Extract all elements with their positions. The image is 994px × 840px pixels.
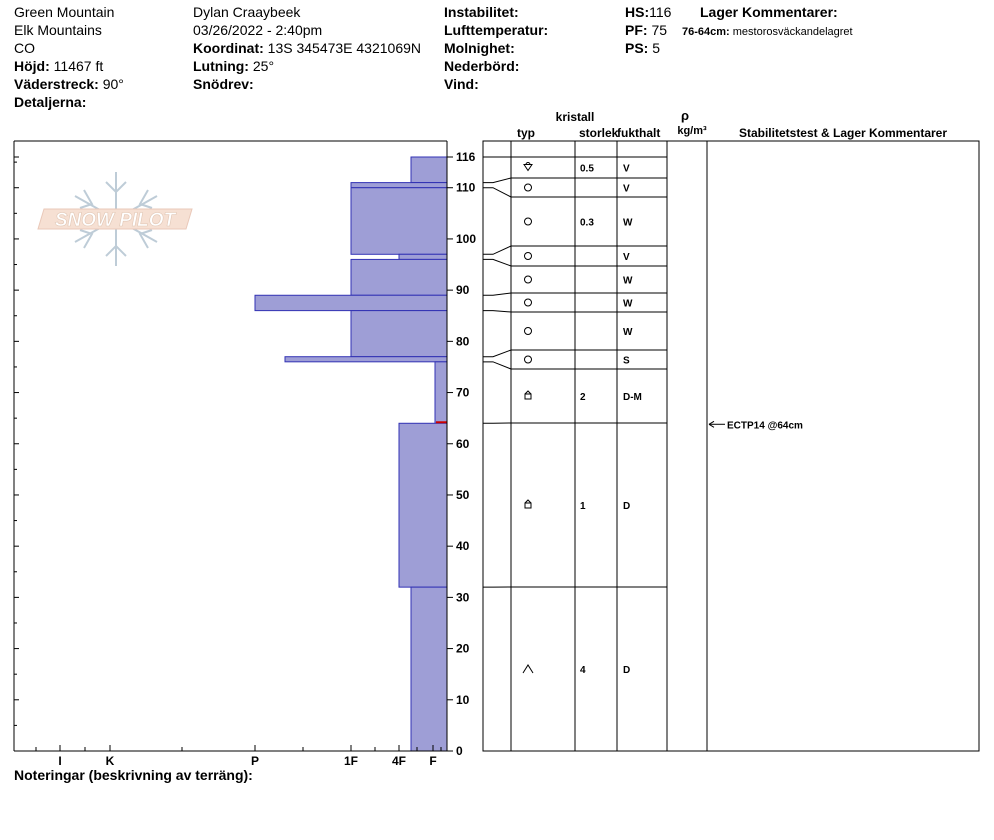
stability-column-frame — [707, 141, 979, 751]
notes-label: Noteringar (beskrivning av terräng): — [14, 767, 253, 783]
depth-tick-label: 70 — [456, 385, 470, 400]
rounded-grain-icon — [525, 253, 532, 260]
elevation-value: 11467 ft — [53, 58, 104, 74]
wind-label: Vind: — [444, 76, 479, 92]
layer-comment-text: mestorosväckandelagret — [732, 26, 853, 38]
hardness-tick-label: I — [58, 754, 62, 768]
depth-tick-label: 60 — [456, 436, 470, 451]
layer-bar — [435, 362, 447, 423]
ps-value: 5 — [652, 40, 661, 56]
state-name: CO — [14, 40, 35, 56]
rounded-grain-icon — [525, 299, 532, 306]
slope-label: Lutning: — [193, 58, 249, 74]
layer-bar — [399, 423, 447, 587]
grain-size: 4 — [580, 665, 586, 676]
layer-table-frame — [483, 141, 707, 751]
moisture-value: D — [623, 501, 631, 512]
moisture-value: V — [623, 163, 630, 175]
snowpilot-logo — [38, 172, 192, 266]
layer-connector — [483, 293, 511, 295]
rounded-grain-icon — [525, 328, 532, 335]
observation-datetime: 03/26/2022 - 2:40pm — [193, 22, 323, 38]
layer-bar — [351, 259, 447, 295]
column-header-rho: ρ — [680, 108, 690, 123]
column-header-density-unit: kg/m³ — [677, 125, 707, 137]
layer-comment-range: 76-64cm: — [682, 26, 730, 38]
layer-comments-label: Lager Kommentarer: — [700, 4, 838, 20]
depth-tick-label: 50 — [456, 487, 470, 502]
hardness-tick-label: 4F — [391, 754, 407, 768]
aspect-label: Väderstreck: — [14, 76, 99, 92]
rounded-grain-icon — [525, 276, 532, 283]
faceted-crystal-icon — [525, 394, 531, 399]
ps-label: PS: — [625, 40, 649, 56]
hardness-tick-label: P — [250, 754, 260, 768]
hardness-tick-label: K — [105, 754, 115, 768]
hs-label: HS: — [625, 4, 650, 20]
stability-test-label: ECTP14 @64cm — [727, 420, 803, 432]
column-header-stability: Stabilitetstest & Lager Kommentarer — [738, 126, 948, 140]
depth-tick-label: 30 — [456, 590, 470, 605]
layer-connector — [483, 259, 511, 266]
pf-label: PF: — [625, 22, 648, 38]
layer-bar — [285, 357, 447, 362]
hardness-tick-label: 1F — [343, 754, 359, 768]
details-label: Detaljerna: — [14, 94, 87, 110]
layer-connector — [483, 362, 511, 369]
grain-size: 1 — [580, 501, 586, 512]
rounded-grain-icon — [525, 356, 532, 363]
layer-bar — [399, 254, 447, 259]
layer-bar — [255, 295, 447, 310]
faceted-crystal-icon — [525, 503, 531, 508]
rounded-grain-icon — [525, 218, 532, 225]
hardness-profile — [255, 157, 447, 751]
grain-size: 0.3 — [580, 217, 594, 229]
moisture-value: V — [623, 252, 630, 263]
coordinate-value: 13S 345473E 4321069N — [267, 40, 422, 56]
observer-name: Dylan Craaybeek — [193, 4, 301, 20]
moisture-value: W — [623, 298, 633, 310]
coordinate-label: Koordinat: — [193, 40, 264, 56]
column-header-type: typ — [517, 126, 535, 140]
moisture-value: S — [623, 355, 630, 367]
grain-size: 0.5 — [580, 163, 594, 175]
moisture-value: D — [623, 665, 631, 676]
layer-table — [483, 141, 979, 751]
range-name: Elk Mountains — [14, 22, 102, 38]
location-name: Green Mountain — [14, 4, 115, 20]
graupel-icon — [524, 163, 532, 171]
hs-value: 116 — [649, 4, 672, 20]
instability-label: Instabilitet: — [444, 4, 519, 20]
layer-connector — [483, 350, 511, 357]
layer-bar — [351, 188, 447, 255]
drift-label: Snödrev: — [193, 76, 254, 92]
column-header-moisture: fukthalt — [617, 126, 661, 140]
rounded-grain-icon — [525, 184, 532, 191]
elevation-label: Höjd: — [14, 58, 50, 74]
precipitation-label: Nederbörd: — [444, 58, 520, 74]
depth-tick-label: 110 — [456, 180, 476, 195]
layer-connector — [483, 188, 511, 197]
column-header-crystal: kristall — [555, 110, 595, 124]
depth-tick-label: 40 — [456, 539, 470, 554]
layer-bar — [411, 157, 447, 183]
grain-size: 2 — [580, 392, 586, 403]
moisture-value: W — [623, 217, 633, 229]
depth-tick-label: 116 — [456, 150, 476, 164]
air-temperature-label: Lufttemperatur: — [444, 22, 549, 38]
layer-connector — [483, 178, 511, 183]
layer-bar — [351, 311, 447, 357]
hardness-tick-label: F — [429, 754, 437, 768]
depth-hoar-icon — [523, 665, 533, 673]
depth-tick-label: 20 — [456, 641, 470, 656]
layer-connector — [483, 246, 511, 254]
depth-tick-label: 90 — [456, 283, 470, 298]
depth-tick-label: 0 — [456, 744, 463, 758]
cloud-cover-label: Molnighet: — [444, 40, 515, 56]
slope-value: 25° — [252, 58, 275, 74]
hardness-axis — [36, 745, 441, 768]
depth-tick-label: 10 — [456, 692, 470, 707]
column-header-size: storlek — [579, 126, 619, 140]
layer-bar — [411, 587, 447, 751]
moisture-value: W — [623, 275, 633, 287]
layer-bar — [351, 183, 447, 188]
depth-tick-label: 100 — [456, 231, 477, 246]
moisture-value: D-M — [623, 392, 642, 403]
pf-value: 75 — [651, 22, 668, 38]
depth-tick-label: 80 — [456, 334, 470, 349]
moisture-value: V — [623, 183, 630, 195]
logo-text: SNOW PILOT — [54, 210, 176, 231]
aspect-value: 90° — [102, 76, 124, 92]
stability-tests — [709, 420, 803, 431]
layer-connector — [483, 311, 511, 312]
moisture-value: W — [623, 327, 633, 338]
